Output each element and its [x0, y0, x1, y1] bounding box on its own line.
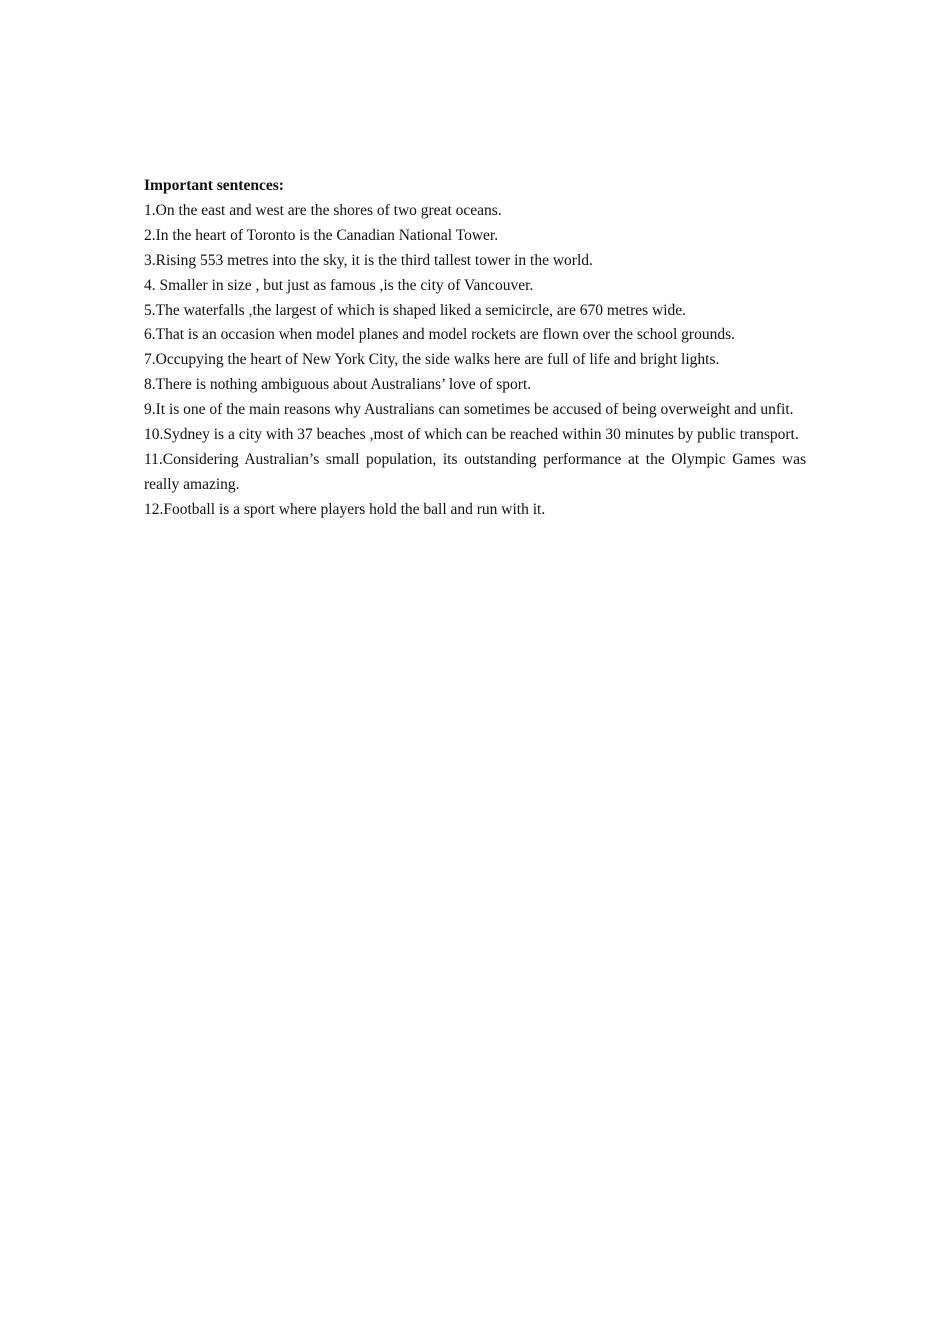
sentence-item: 4. Smaller in size , but just as famous ,is the city of Vancouver. — [144, 276, 534, 294]
sentence-item: 3.Rising 553 metres into the sky, it is the third tallest tower in the world. — [144, 251, 593, 269]
sentence-item: 6.That is an occasion when model planes and model rockets are flown over the school grounds. — [144, 326, 735, 344]
document-body — [144, 174, 806, 523]
sentence-list — [144, 199, 806, 523]
sentence-item: 1.On the east and west are the shores of two great oceans. — [144, 201, 502, 219]
sentence-item: 9.It is one of the main reasons why Australians can sometimes be accused of being overweight and unfit. — [144, 401, 794, 419]
sentence-item: 2.In the heart of Toronto is the Canadian National Tower. — [144, 226, 499, 244]
sentence-item: 5.The waterfalls ,the largest of which is shaped liked a semicircle, are 670 metres wide. — [144, 301, 687, 319]
sentence-item: 10.Sydney is a city with 37 beaches ,most of which can be reached within 30 minutes by public transport. — [144, 426, 799, 444]
sentence-item: 7.Occupying the heart of New York City, the side walks here are full of life and bright lights. — [144, 351, 720, 369]
sentence-item: 8.There is nothing ambiguous about Australians’ love of sport. — [144, 376, 532, 394]
sentence-item: 12.Football is a sport where players hold the ball and run with it. — [144, 500, 546, 518]
section-heading: Important sentences: — [144, 177, 284, 194]
sentence-item: 11.Considering Australian’s small population, its outstanding performance at the Olympic Games was really amazing. — [144, 450, 806, 493]
